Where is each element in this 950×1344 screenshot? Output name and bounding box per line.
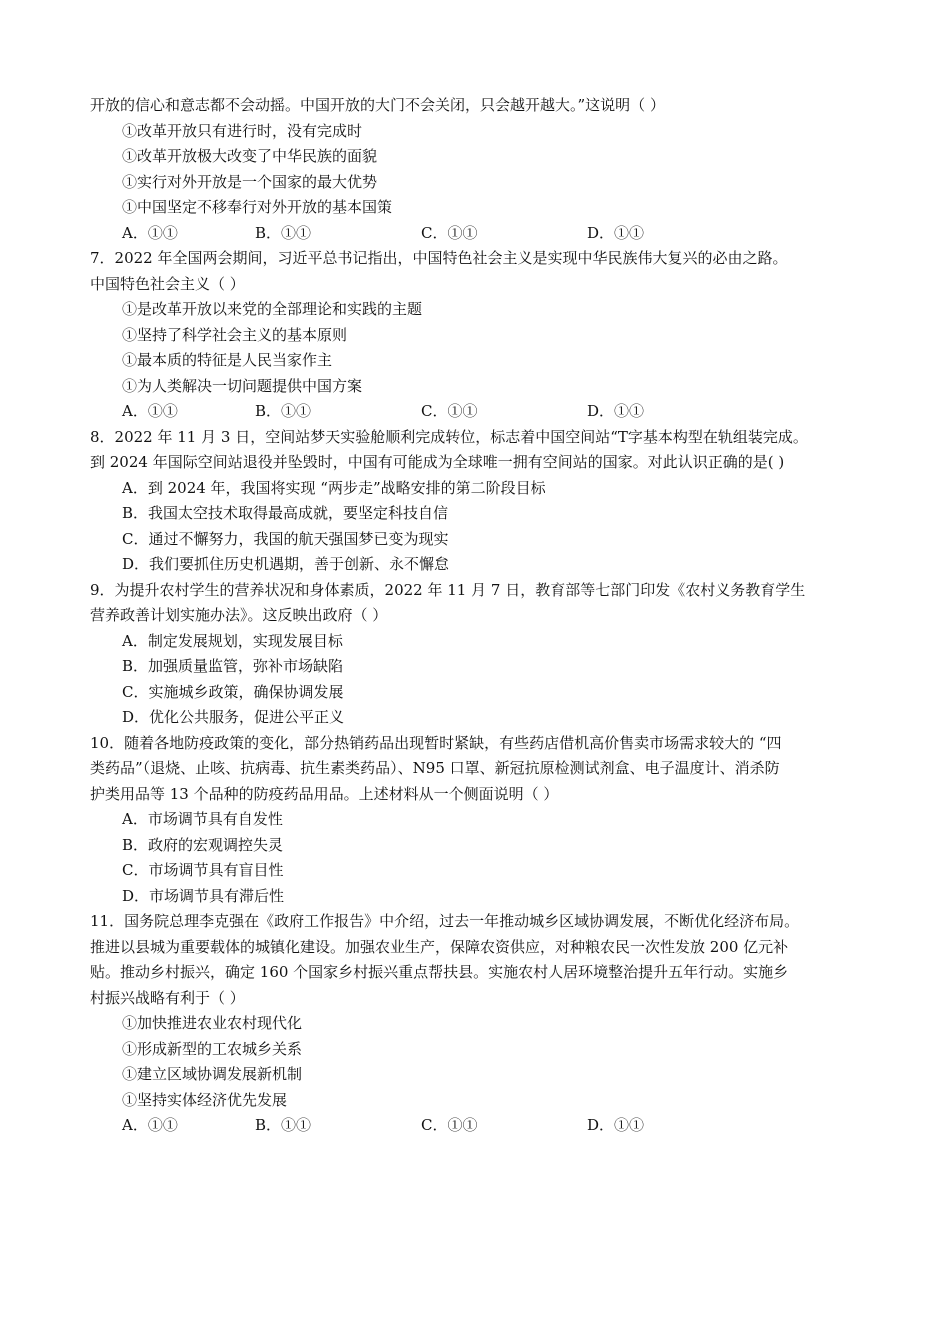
q8-stem-line-2: 到 2024 年国际空间站退役并坠毁时，中国有可能成为全球唯一拥有空间站的国家。对此认识正确的是( ) (90, 453, 785, 471)
q9-option-d[interactable]: D．优化公共服务，促进公平正义 (122, 708, 345, 726)
q6-option-d[interactable]: D．①① (587, 223, 645, 242)
q6-stem-continuation: 开放的信心和意志都不会动摇。中国开放的大门不会关闭，只会越开越大。”这说明（ ） (90, 96, 665, 114)
q6-options (90, 221, 862, 247)
q8-option-b[interactable]: B．我国太空技术取得最高成就，要坚定科技自信 (122, 504, 449, 522)
q8-option-d[interactable]: D．我们要抓住历史机遇期，善于创新、永不懈怠 (122, 555, 450, 573)
q11-stem-line-3: 贴。推动乡村振兴，确定 160 个国家乡村振兴重点帮扶县。实施农村人居环境整治提升五年行动。实施乡 (90, 963, 789, 981)
q7-item-2: ①坚持了科学社会主义的基本原则 (122, 325, 348, 344)
q8-option-c[interactable]: C．通过不懈努力，我国的航天强国梦已变为现实 (122, 529, 449, 548)
q11-stem-line-2: 推进以县城为重要载体的城镇化建设。加强农业生产，保障农资供应，对种粮农民一次性发放 200 亿元补 (90, 937, 789, 956)
q6-option-a[interactable]: A．①① (122, 223, 178, 242)
q11-option-a[interactable]: A．①① (122, 1116, 178, 1134)
q6-item-3: ①实行对外开放是一个国家的最大优势 (122, 172, 378, 191)
q7-options (90, 399, 862, 425)
q11-item-4: ①坚持实体经济优先发展 (122, 1090, 288, 1109)
q8-option-a[interactable]: A．到 2024 年，我国将实现 “两步走”战略安排的第二阶段目标 (122, 478, 546, 497)
q9-option-c[interactable]: C．实施城乡政策，确保协调发展 (122, 682, 344, 701)
q7-stem-line-1: 7．2022 年全国两会期间，习近平总书记指出，中国特色社会主义是实现中华民族伟大复兴的必由之路。 (90, 249, 788, 267)
q7-option-a[interactable]: A．①① (122, 402, 178, 420)
q7-option-b[interactable]: B．①① (255, 402, 312, 420)
q11-options (90, 1113, 862, 1139)
q10-stem-line-3: 护类用品等 13 个品种的防疫药品用品。上述材料从一个侧面说明（ ） (90, 784, 559, 803)
q10-option-c[interactable]: C．市场调节具有盲目性 (122, 861, 284, 879)
q9-option-b[interactable]: B．加强质量监管，弥补市场缺陷 (122, 657, 344, 675)
q9-option-a[interactable]: A．制定发展规划，实现发展目标 (122, 631, 343, 650)
q11-item-3: ①建立区域协调发展新机制 (122, 1065, 303, 1083)
q6-option-b[interactable]: B．①① (255, 223, 312, 242)
q11-item-2: ①形成新型的工农城乡关系 (122, 1039, 303, 1058)
q10-stem-line-2: 类药品”（退烧、止咳、抗病毒、抗生素类药品）、N95 口罩、新冠抗原检测试剂盒、电子温度计、消杀防 (90, 759, 780, 777)
q10-option-a[interactable]: A．市场调节具有自发性 (122, 810, 283, 828)
q11-stem-line-1: 11．国务院总理李克强在《政府工作报告》中介绍，过去一年推动城乡区域协调发展，不断优化经济布局。 (90, 912, 800, 930)
q6-item-4: ①中国坚定不移奉行对外开放的基本国策 (122, 198, 393, 216)
q6-item-1: ①改革开放只有进行时，没有完成时 (122, 121, 363, 140)
q9-stem-line-2: 营养政善计划实施办法》。这反映出政府（ ） (90, 606, 388, 624)
q7-item-3: ①最本质的特征是人民当家作主 (122, 351, 333, 369)
q9-stem-line-1: 9．为提升农村学生的营养状况和身体素质，2022 年 11 月 7 日，教育部等七部门印发《农村义务教育学生 (90, 580, 806, 599)
question-list (90, 93, 862, 1139)
q11-option-d[interactable]: D．①① (587, 1116, 645, 1134)
q6-item-2: ①改革开放极大改变了中华民族的面貌 (122, 147, 378, 165)
q11-item-1: ①加快推进农业农村现代化 (122, 1014, 303, 1032)
q7-stem-line-2: 中国特色社会主义（ ） (90, 274, 245, 293)
q11-stem-line-4: 村振兴战略有利于（ ） (90, 988, 245, 1007)
q11-option-c[interactable]: C．①① (421, 1116, 478, 1134)
q7-option-d[interactable]: D．①① (587, 402, 645, 420)
q11-option-b[interactable]: B．①① (255, 1116, 312, 1134)
q10-stem-line-1: 10．随着各地防疫政策的变化，部分热销药品出现暂时紧缺，有些药店借机高价售卖市场需求较大的 “四 (90, 733, 782, 752)
q7-item-4: ①为人类解决一切问题提供中国方案 (122, 376, 363, 395)
q6-option-c[interactable]: C．①① (421, 223, 478, 242)
q7-item-1: ①是改革开放以来党的全部理论和实践的主题 (122, 300, 423, 318)
q7-option-c[interactable]: C．①① (421, 402, 478, 420)
q8-stem-line-1: 8．2022 年 11 月 3 日，空间站梦天实验舱顺利完成转位，标志着中国空间站“T字基本构型在轨组装完成。 (90, 427, 808, 446)
q10-option-d[interactable]: D．市场调节具有滞后性 (122, 886, 285, 905)
q10-option-b[interactable]: B．政府的宏观调控失灵 (122, 835, 284, 854)
